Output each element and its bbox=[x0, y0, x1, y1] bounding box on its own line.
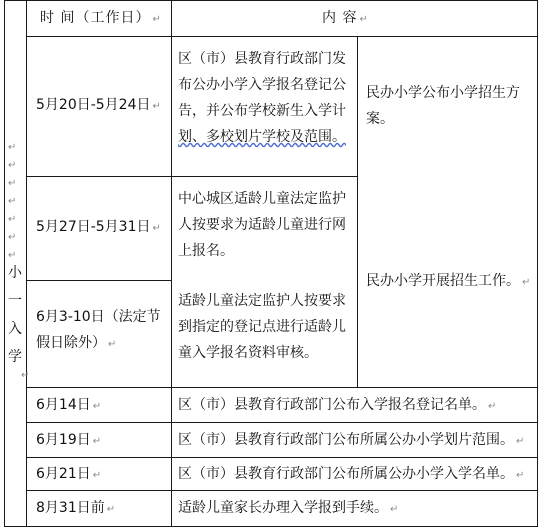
table-border-right bbox=[537, 0, 538, 527]
row-divider-1 bbox=[26, 176, 357, 177]
paragraph-mark: ↵ bbox=[8, 160, 17, 171]
text-line: 案。 bbox=[366, 111, 394, 127]
text-line: 告，并公布学校新生入学计 bbox=[178, 103, 346, 119]
side-label-char: 入 bbox=[8, 321, 22, 337]
table-border-left bbox=[4, 0, 5, 527]
side-label-char: 小 bbox=[8, 265, 22, 281]
row-6-content bbox=[178, 461, 524, 489]
paragraph-mark: ↵ bbox=[8, 232, 17, 243]
row-5-time bbox=[36, 427, 101, 455]
row-divider-6 bbox=[26, 490, 538, 491]
column-divider-time bbox=[171, 0, 172, 527]
row-4-content-text: 区（市）县教育行政部门公布入学报名登记名单。 bbox=[178, 397, 486, 413]
header-content bbox=[322, 5, 369, 33]
row-divider-4 bbox=[26, 422, 538, 423]
row-5-time-text: 6月19日 bbox=[36, 432, 91, 448]
row-7-time-text: 8月31日前 bbox=[36, 500, 105, 516]
paragraph-mark: ↵ bbox=[516, 436, 525, 447]
paragraph-mark: ↵ bbox=[8, 178, 17, 189]
paragraph-mark: ↵ bbox=[8, 214, 17, 225]
paragraph-mark: ↵ bbox=[516, 470, 525, 481]
side-label-char: 一 bbox=[8, 293, 22, 309]
text-line: 布公办小学入学报名登记公 bbox=[178, 77, 346, 93]
text-line: 到指定的登记点进行适龄儿 bbox=[178, 319, 346, 335]
row-2-time bbox=[36, 214, 161, 242]
text-line: 假日除外） bbox=[36, 335, 106, 351]
text-line: 划、多校划片学校及范围。 bbox=[178, 129, 346, 145]
header-divider bbox=[26, 36, 538, 37]
text-line: 适龄儿童法定监护人按要求 bbox=[178, 293, 346, 309]
paragraph-mark: ↵ bbox=[21, 370, 30, 381]
paragraph-mark: ↵ bbox=[8, 142, 17, 153]
row-7-content-text: 适龄儿童家长办理入学报到手续。 bbox=[178, 500, 388, 516]
paragraph-mark: ↵ bbox=[152, 14, 162, 25]
paragraph-mark: ↵ bbox=[390, 504, 399, 515]
row-divider-3 bbox=[26, 387, 538, 388]
text-line: 民办小学公布小学招生方 bbox=[366, 85, 520, 101]
row-3-time bbox=[36, 304, 161, 358]
paragraph-mark: ↵ bbox=[92, 401, 102, 412]
row-2-time-text: 5月27日-5月31日 bbox=[36, 219, 151, 235]
paragraph-mark: ↵ bbox=[488, 401, 497, 412]
paragraph-mark: ↵ bbox=[152, 101, 161, 112]
row-1-time-text: 5月20日-5月24日 bbox=[36, 97, 151, 113]
row-divider-5 bbox=[26, 457, 538, 458]
paragraph-mark: ↵ bbox=[522, 277, 531, 288]
text-line: 民办小学开展招生工作。 bbox=[366, 273, 520, 289]
header-content-text: 内 容 bbox=[322, 10, 358, 26]
text-line: 6月3-10日（法定节 bbox=[36, 309, 161, 325]
row-7-content bbox=[178, 495, 398, 523]
header-time bbox=[40, 5, 162, 33]
column-divider-content bbox=[357, 36, 358, 387]
row-1-content-a bbox=[178, 46, 346, 150]
row-divider-2 bbox=[26, 280, 171, 281]
row-5-content-text: 区（市）县教育行政部门公布所属公办小学划片范围。 bbox=[178, 432, 514, 448]
text-line: 人按要求为适龄儿童进行网 bbox=[178, 217, 346, 233]
paragraph-mark: ↵ bbox=[8, 250, 17, 261]
row-1-time bbox=[36, 92, 161, 120]
paragraph-mark: ↵ bbox=[8, 196, 17, 207]
row-2-content-b bbox=[366, 268, 530, 296]
row-2-content-a bbox=[178, 186, 346, 264]
paragraph-mark: ↵ bbox=[92, 436, 102, 447]
row-4-content bbox=[178, 392, 496, 420]
side-label-char: 学 bbox=[8, 349, 22, 365]
paragraph-mark: ↵ bbox=[106, 504, 116, 515]
paragraph-mark: ↵ bbox=[108, 339, 117, 350]
row-6-time bbox=[36, 461, 101, 489]
text-line: 中心城区适龄儿童法定监护 bbox=[178, 191, 346, 207]
row-3-content-a bbox=[178, 288, 346, 366]
paragraph-mark: ↵ bbox=[152, 223, 161, 234]
header-time-text: 时 间（工作日） bbox=[40, 10, 151, 26]
row-6-time-text: 6月21日 bbox=[36, 466, 91, 482]
row-7-time bbox=[36, 495, 115, 523]
paragraph-mark: ↵ bbox=[92, 470, 102, 481]
table-border-top bbox=[4, 0, 538, 1]
text-line: 童入学报名资料审核。 bbox=[178, 345, 318, 361]
row-4-time bbox=[36, 392, 101, 420]
column-divider-side bbox=[26, 0, 27, 527]
row-6-content-text: 区（市）县教育行政部门公布所属公办小学入学名单。 bbox=[178, 466, 514, 482]
text-line: 区（市）县教育行政部门发 bbox=[178, 51, 346, 67]
text-line: 上报名。 bbox=[178, 243, 234, 259]
row-1-content-b bbox=[366, 80, 520, 132]
row-5-content bbox=[178, 427, 524, 455]
row-4-time-text: 6月14日 bbox=[36, 397, 91, 413]
paragraph-mark: ↵ bbox=[359, 14, 369, 25]
